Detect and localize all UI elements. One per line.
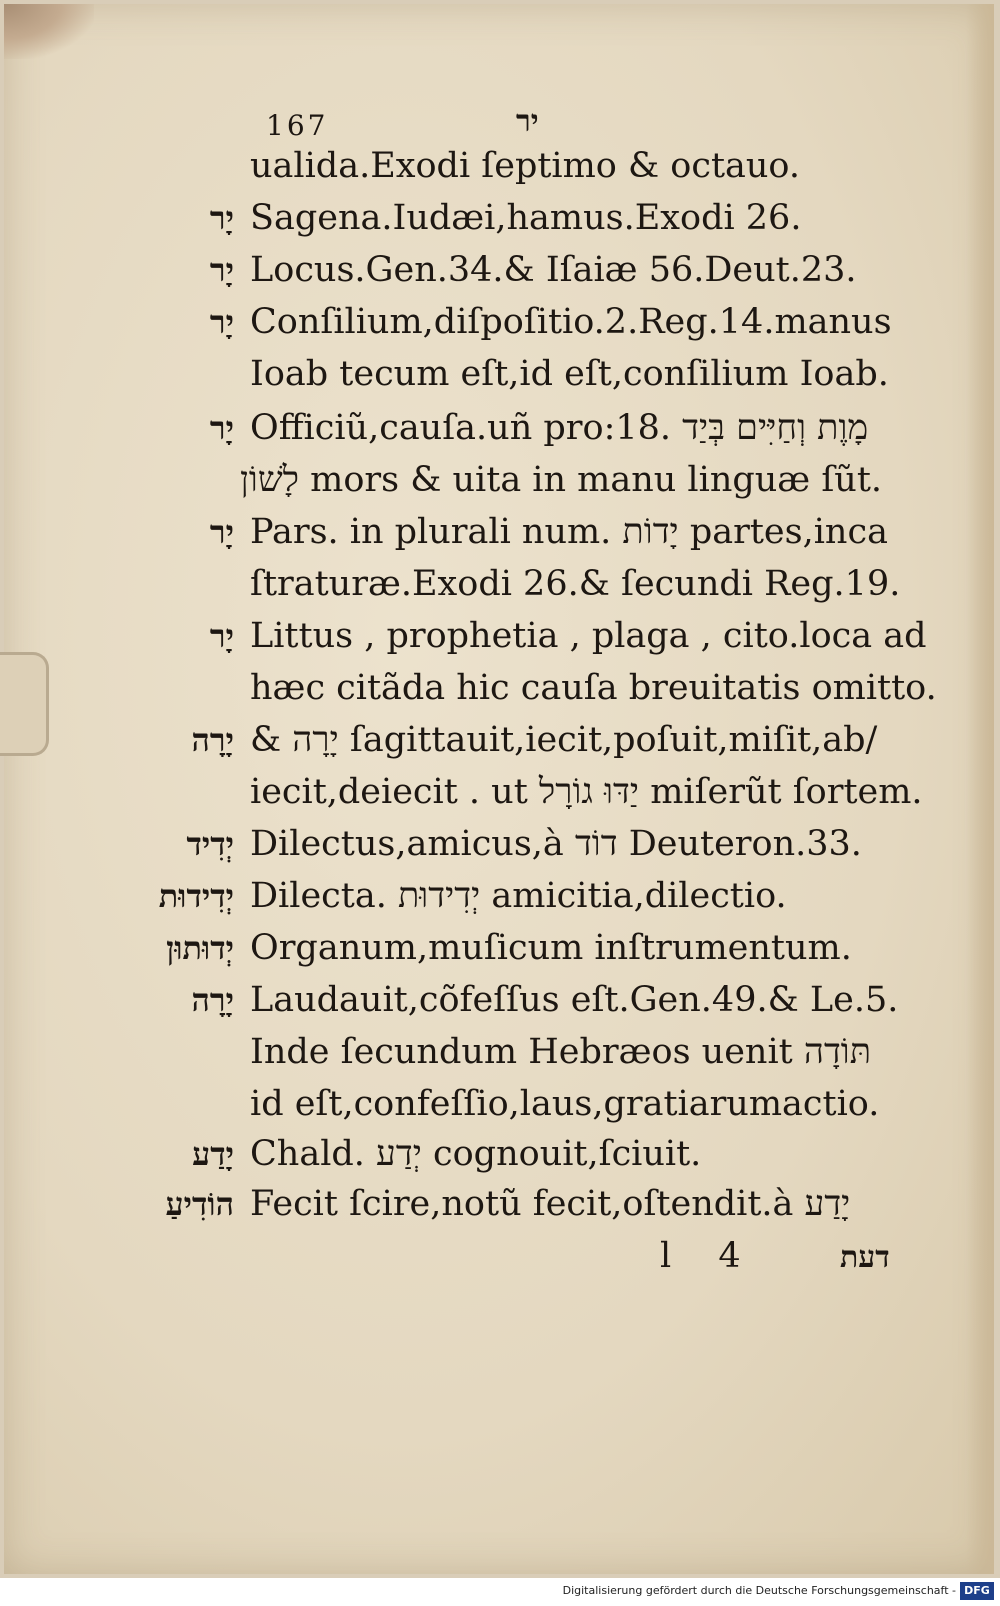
headword-21: הוֹדִיעַ [165,1185,234,1223]
text-line-5: Ioab tecum eſt,id eſt,conſilium Ioab. [250,354,889,394]
text-line-1: ualida.Exodi ſeptimo & octauo. [250,146,801,186]
headword-10: יָר [209,617,234,655]
page-number: 167 [266,109,329,142]
text-line-13: iecit,deiecit . ut יַדּוּ גוֹרָל miſerũt ſortem. [250,772,923,812]
text-line-12: & יָרָה ſagittauit,iecit,poſuit,miſit,ab/ [250,720,878,760]
text-line-3: Locus.Gen.34.& Iſaiæ 56.Deut.23. [250,250,857,290]
running-head: יר [516,104,539,139]
page-edge-shadow [966,4,994,1574]
headword-3: יָר [209,251,234,289]
text-line-9: ſtraturæ.Exodi 26.& ſecundi Reg.19. [250,564,901,604]
book-page [4,4,994,1574]
text-line-15: Dilecta. יְדִידוּת amicitia,dilectio. [250,876,787,916]
clasp-tab-mark [0,652,49,756]
headword-6: יָר [209,409,234,447]
text-line-19: id eſt,confeſſio,laus,gratiarumactio. [250,1084,880,1124]
text-line-7: לָשׁוֹן mors & uita in manu linguæ ſũt. [240,460,883,500]
text-line-4: Conſilium,diſpoſitio.2.Reg.14.manus [250,302,892,342]
text-line-16: Organum,muſicum inſtrumentum. [250,928,852,968]
text-line-2: Sagena.Iudæi,hamus.Exodi 26. [250,198,802,238]
text-line-21: Fecit ſcire,notũ fecit,oſtendit.à יָדַע [250,1184,851,1224]
text-line-17: Laudauit,cõfeſſus eſt.Gen.49.& Le.5. [250,980,899,1020]
corner-stain [4,4,94,59]
headword-2: יָר [209,199,234,237]
headword-14: יְדִיד [186,825,234,863]
catchword: דעת [840,1240,890,1275]
headword-4: יָר [209,303,234,341]
headword-8: יָר [209,513,234,551]
text-line-14: Dilectus,amicus,à דוֹד Deuteron.33. [250,824,862,864]
digitization-footer [0,1578,1000,1606]
text-line-8: Pars. in plurali num. יָדוֹת partes,inca [250,512,888,552]
text-line-10: Littus , prophetia , plaga , cito.loca ad [250,616,927,656]
headword-20: יָדַע [192,1135,234,1173]
footer-credit: Digitalisierung gefördert durch die Deutsche Forschungsgemeinschaft - [562,1584,956,1597]
text-line-18: Inde ſecundum Hebræos uenit תּוֹדָה [250,1032,872,1072]
headword-16: יְדוּתוּן [166,929,234,967]
text-line-20: Chald. יְדַע cognouit,ſciuit. [250,1134,702,1174]
headword-12: יָרָה [191,721,234,759]
text-line-11: hæc citãda hic cauſa breuitatis omitto. [250,668,937,708]
dfg-logo: DFG [960,1582,994,1600]
text-line-6: Officiũ,cauſa.uñ pro:18. מָוֶת וְחַיִּים בְּיַד [250,408,869,448]
signature-mark: l 4 [660,1236,759,1276]
headword-15: יְדִידוּת [158,877,234,915]
headword-17: יָרָה [191,981,234,1019]
